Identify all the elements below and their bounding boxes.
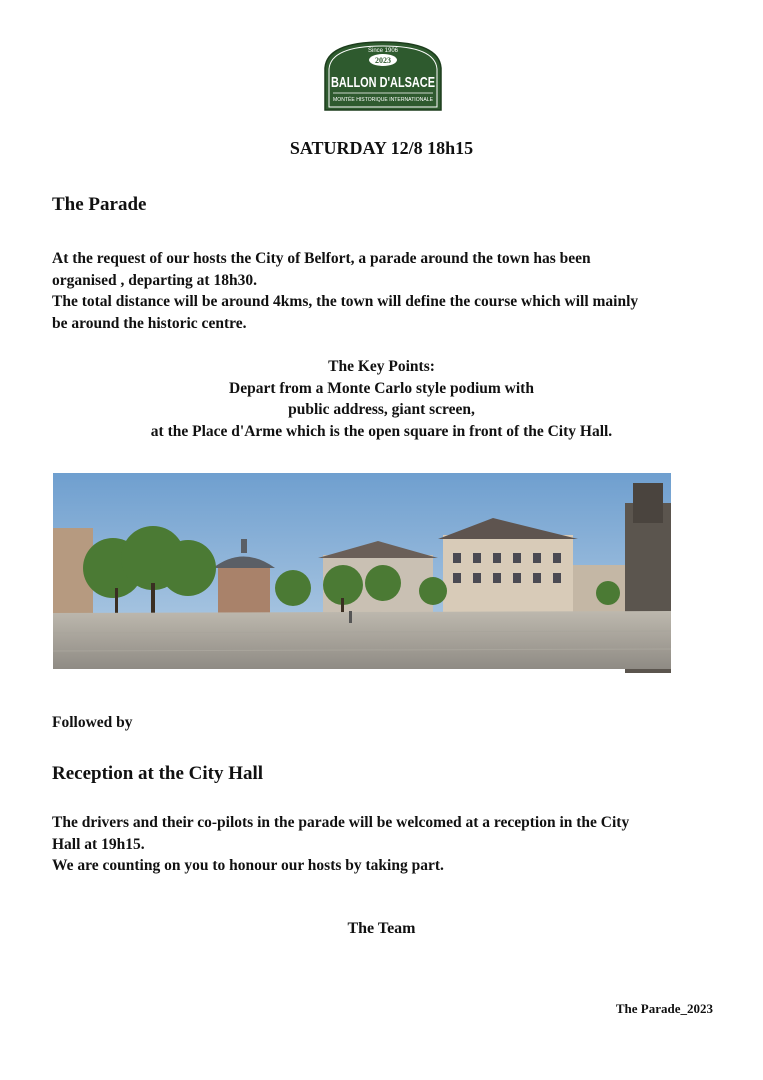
svg-text:2023: 2023 [375, 56, 391, 65]
reception-paragraph [52, 812, 732, 877]
paragraph-line: be around the historic centre. [52, 314, 247, 332]
paragraph-line: The drivers and their co-pilots in the parade will be welcomed at a reception in the City [52, 814, 630, 831]
page-title: SATURDAY 12/8 18h15 [289, 138, 474, 158]
parade-paragraph [52, 248, 732, 334]
key-points-heading: The Key Points: [328, 358, 435, 375]
followed-by: Followed by [52, 714, 133, 731]
paragraph-line: Hall at 19h15. [52, 835, 145, 853]
paragraph-line: At the request of our hosts the City of Belfort, a parade around the town has been [52, 250, 591, 267]
svg-text:BALLON D'ALSACE: BALLON D'ALSACE [331, 74, 435, 91]
section-title-parade: The Parade [52, 194, 147, 215]
key-point-line: at the Place d'Arme which is the open square in front of the City Hall. [150, 422, 613, 440]
paragraph-line: We are counting on you to honour our hosts by taking part. [52, 857, 444, 874]
svg-text:Since 1906: Since 1906 [367, 48, 399, 54]
place-darme-photo [53, 473, 671, 669]
paragraph-line: The total distance will be around 4kms, the town will define the course which will mainly [52, 293, 639, 310]
key-point-line: public address, giant screen, [288, 401, 475, 418]
ballon-dalsace-logo [321, 40, 445, 112]
footer-label: The Parade_2023 [615, 1001, 713, 1016]
section-title-reception: Reception at the City Hall [52, 763, 264, 784]
signature: The Team [347, 920, 416, 937]
svg-text:MONTÉE HISTORIQUE INTERNATIONA: MONTÉE HISTORIQUE INTERNATIONALE [333, 97, 432, 103]
key-point-line: Depart from a Monte Carlo style podium with [229, 379, 534, 397]
key-points [0, 356, 763, 442]
paragraph-line: organised , departing at 18h30. [52, 271, 257, 289]
